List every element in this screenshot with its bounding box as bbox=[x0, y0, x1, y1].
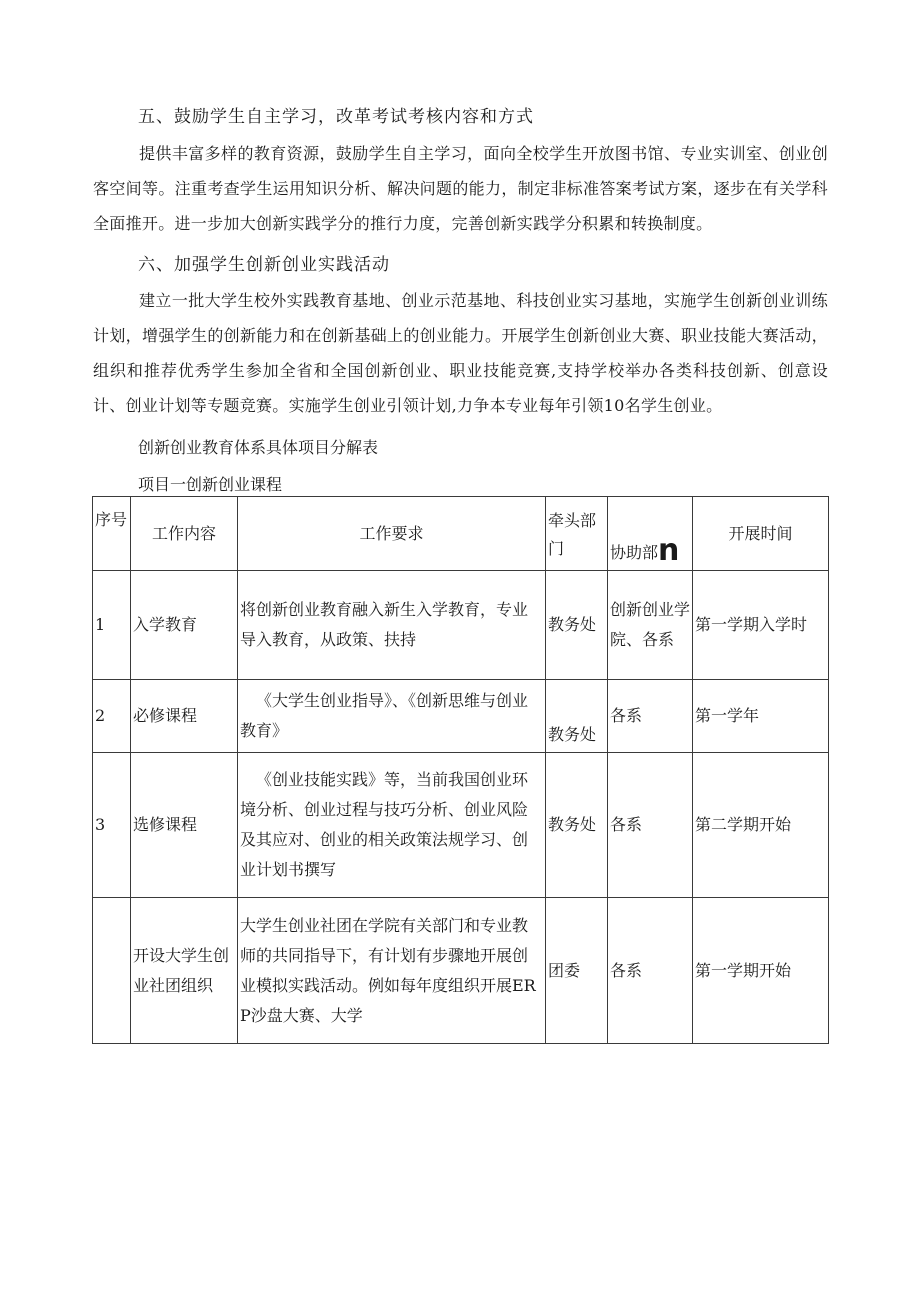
row-4-requirement: 大学生创业社团在学院有关部门和专业教师的共同指导下，有计划有步骤地开展创业模拟实践活动。例如每年度组织开展ERP沙盘大赛、大学 bbox=[238, 898, 546, 1044]
row-2-assist: 各系 bbox=[608, 680, 693, 753]
header-requirement: 工作要求 bbox=[238, 497, 546, 571]
row-1-requirement: 将创新创业教育融入新生入学教育，专业导入教育，从政策、扶持 bbox=[238, 571, 546, 680]
project-table bbox=[92, 496, 829, 1044]
row-3-lead: 教务处 bbox=[546, 753, 608, 898]
header-assist-suffix: n bbox=[658, 533, 680, 568]
header-time: 开展时间 bbox=[693, 497, 829, 571]
table-row bbox=[93, 571, 829, 680]
table-row bbox=[93, 680, 829, 753]
header-assist-prefix: 协助部 bbox=[610, 543, 659, 562]
header-content: 工作内容 bbox=[131, 497, 238, 571]
row-3-requirement: 《创业技能实践》等，当前我国创业环境分析、创业过程与技巧分析、创业风险及其应对、创业的相关政策法规学习、创业计划书撰写 bbox=[238, 753, 546, 898]
row-4-time: 第一学期开始 bbox=[693, 898, 829, 1044]
row-2-time: 第一学年 bbox=[693, 680, 829, 753]
table-row bbox=[93, 898, 829, 1044]
section-6-heading: 六、加强学生创新创业实践活动 bbox=[138, 255, 390, 275]
row-4-no bbox=[93, 898, 131, 1044]
row-4-assist: 各系 bbox=[608, 898, 693, 1044]
row-2-requirement: 《大学生创业指导》、《创新思维与创业教育》 bbox=[238, 680, 546, 753]
table-subtitle: 项目一创新创业课程 bbox=[138, 475, 283, 494]
section-5-heading: 五、鼓励学生自主学习，改革考试考核内容和方式 bbox=[138, 107, 534, 127]
row-4-content: 开设大学生创业社团组织 bbox=[131, 898, 238, 1044]
header-no: 序号 bbox=[93, 497, 131, 571]
table-header-row bbox=[93, 497, 829, 571]
section-5-body: 提供丰富多样的教育资源，鼓励学生自主学习，面向全校学生开放图书馆、专业实训室、创业创客空间等。注重考查学生运用知识分析、解决问题的能力，制定非标准答案考试方案，逐步在有关学科全面推开。进一步加大创新实践学分的推行力度，完善创新实践学分积累和转换制度。 bbox=[93, 144, 828, 233]
section-6-body: 建立一批大学生校外实践教育基地、创业示范基地、科技创业实习基地，实施学生创新创业训练计划，增强学生的创新能力和在创新基础上的创业能力。开展学生创新创业大赛、职业技能大赛活动，组织和推荐优秀学生参加全省和全国创新创业、职业技能竞赛,支持学校举办各类科技创新、创意设计、创业计划等专题竞赛。实施学生创业引领计划,力争本专业每年引领10名学生创业。 bbox=[93, 291, 828, 415]
header-assist bbox=[608, 497, 693, 571]
row-3-no: 3 bbox=[93, 753, 131, 898]
table-title: 创新创业教育体系具体项目分解表 bbox=[138, 438, 379, 457]
row-1-lead: 教务处 bbox=[546, 571, 608, 680]
row-2-no: 2 bbox=[93, 680, 131, 753]
row-3-time: 第二学期开始 bbox=[693, 753, 829, 898]
table-row bbox=[93, 753, 829, 898]
row-1-time: 第一学期入学时 bbox=[693, 571, 829, 680]
row-2-lead: 教务处 bbox=[546, 680, 608, 753]
row-1-content: 入学教育 bbox=[131, 571, 238, 680]
row-1-assist: 创新创业学院、各系 bbox=[608, 571, 693, 680]
header-lead: 牵头部门 bbox=[546, 497, 608, 571]
row-4-lead: 团委 bbox=[546, 898, 608, 1044]
row-1-no: 1 bbox=[93, 571, 131, 680]
row-2-content: 必修课程 bbox=[131, 680, 238, 753]
row-3-assist: 各系 bbox=[608, 753, 693, 898]
row-3-content: 选修课程 bbox=[131, 753, 238, 898]
